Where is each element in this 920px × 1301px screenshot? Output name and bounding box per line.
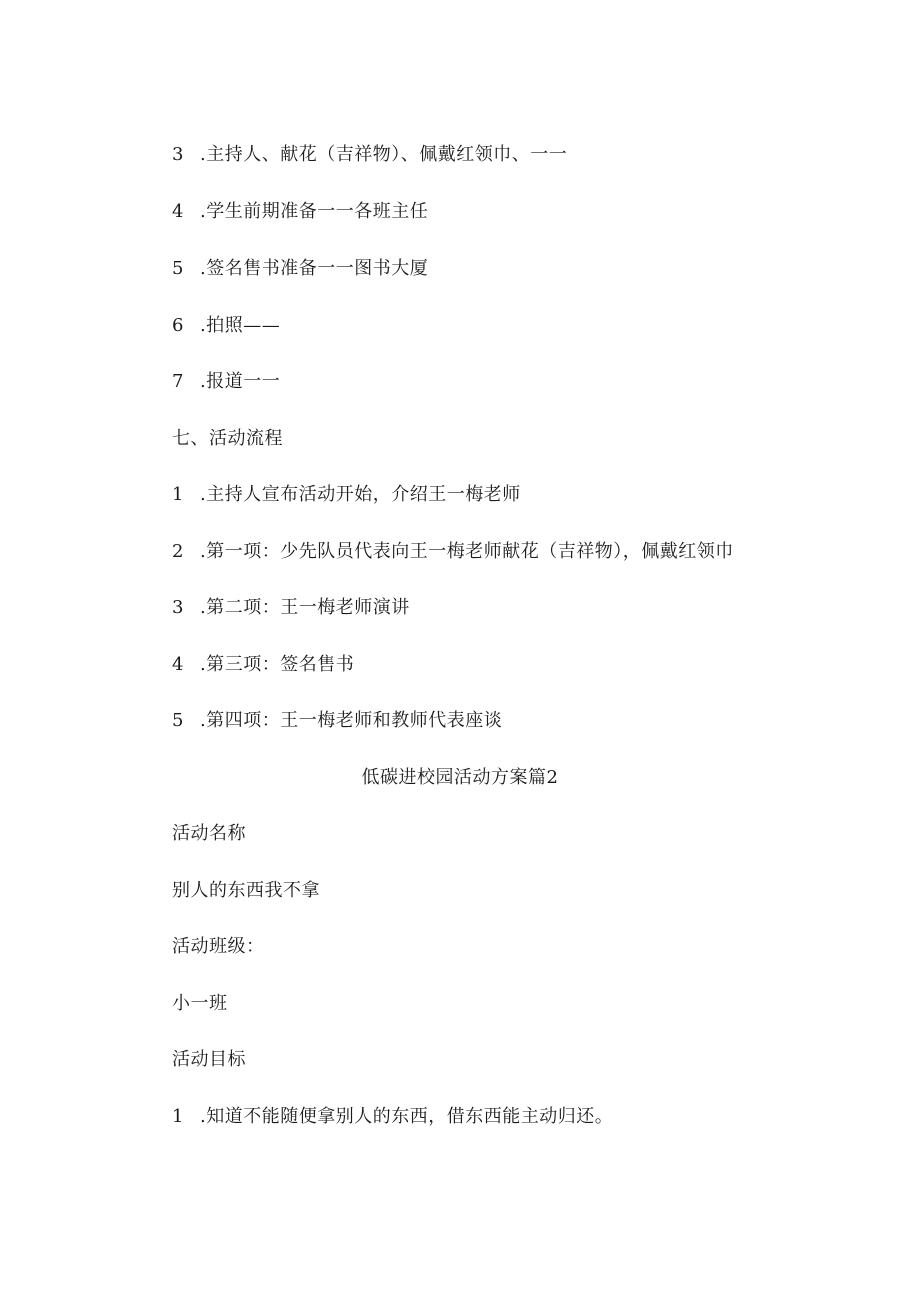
item-number: 4 [172,201,184,222]
item-number: 3 [172,597,184,618]
item-number: 2 [172,541,184,562]
activity-class-label: 活动班级： [172,936,265,957]
item-number: 6 [172,315,184,336]
prep-item-4 [172,200,428,224]
item-text: .学生前期准备一一各班主任 [200,201,429,222]
flow-item-4 [172,653,354,677]
goal-item-1 [172,1105,613,1129]
item-text: .第二项：王一梅老师演讲 [200,597,410,618]
section-heading-activity-flow: 七、活动流程 [172,428,283,449]
prep-item-7 [172,370,280,394]
item-number: 3 [172,144,184,165]
flow-item-5 [172,709,502,733]
item-text: .报道一一 [200,371,281,392]
chapter-title: 低碳进校园活动方案篇2 [361,767,559,788]
item-text: .第三项：签名售书 [200,654,355,675]
item-number: 1 [172,484,184,505]
activity-name-label: 活动名称 [172,823,246,844]
item-text: .签名售书准备一一图书大厦 [200,258,429,279]
item-number: 7 [172,371,184,392]
item-number: 5 [172,710,184,731]
prep-item-6 [172,314,280,338]
item-text: .第一项：少先队员代表向王一梅老师献花（吉祥物），佩戴红领巾 [200,541,734,562]
flow-item-3 [172,596,410,620]
item-text: .第四项：王一梅老师和教师代表座谈 [200,710,503,731]
activity-name-value: 别人的东西我不拿 [172,880,320,901]
item-text: .拍照—— [200,315,281,336]
item-number: 5 [172,258,184,279]
item-text: .知道不能随便拿别人的东西，借东西能主动归还。 [200,1106,614,1127]
item-number: 4 [172,654,184,675]
prep-item-3 [172,143,567,167]
item-number: 1 [172,1106,184,1127]
activity-class-value: 小一班 [172,993,228,1014]
flow-item-1 [172,483,521,507]
prep-item-5 [172,257,428,281]
item-text: .主持人宣布活动开始，介绍王一梅老师 [200,484,521,505]
flow-item-2 [172,540,734,564]
item-text: .主持人、献花（吉祥物）、佩戴红领巾、一一 [200,144,568,165]
activity-goal-label: 活动目标 [172,1049,246,1070]
